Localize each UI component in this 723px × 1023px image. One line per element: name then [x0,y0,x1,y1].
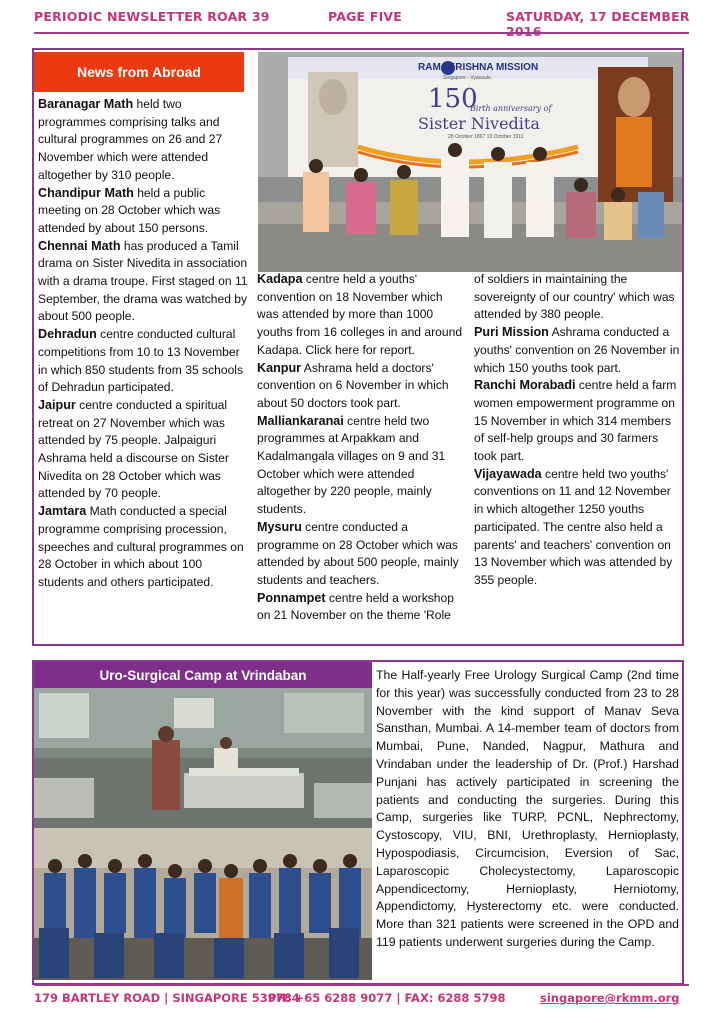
photo-org-name: RAMAKRISHNA MISSION [418,62,539,73]
surgery-room-photo [34,688,372,828]
news-item [257,360,463,413]
news-item [474,324,680,377]
news-column-2 [257,271,463,625]
centre-name: Kanpur [257,360,302,375]
newsletter-title: PERIODIC NEWSLETTER ROAR 39 [34,9,270,24]
centre-name: Kadapa [257,272,303,286]
surgery-room-illustration [34,688,372,828]
news-text: centre held two programmes at Arpakkam and Kadalmangala villages on 9 and 31 October which were attended altogether by 220 people, mainly students. [257,413,446,517]
centre-name: Chandipur Math [38,185,134,200]
centre-name: Ponnampet [257,590,326,605]
news-text: held a public meeting on 28 October which was attended by about 150 persons. [38,185,221,235]
centre-name: Puri Mission [474,325,549,340]
news-item [38,397,250,503]
news-item [257,271,463,360]
centre-name: Chennai Math [38,238,121,253]
news-text: centre conducted cultural competitions from 10 to 13 November in which 850 students from 35 schools of Dehradun participated. [38,327,244,395]
news-text: centre conducted a programme on 28 October which was attended by about 500 people, mainly students and teachers. [257,519,459,587]
footer-rule [34,984,689,986]
news-text: centre conducted a spiritual retreat on 27 November which was attended by 75 people. Jalpaiguri Ashrama held a discourse on Sister Nivedita on 28 October which was attended by 70 people. [38,397,229,501]
news-item [474,377,680,466]
photo-anniv-number: 150 [428,84,478,114]
footer-email-link[interactable]: singapore@rkmm.org [540,991,680,1005]
news-text: centre held a farm women empowerment programme on 15 November in which 314 members of self-help groups and 30 farmers took part. [474,378,677,464]
centre-name: Ranchi Morabadi [474,378,576,393]
news-text: held two programmes comprising talks and cultural programmes on 26 and 27 November which were attended altogether by 310 people. [38,97,223,182]
news-text: of soldiers in maintaining the sovereignty of our country' which was attended by 380 people. [474,272,675,322]
centre-name: Baranagar Math [38,97,134,111]
footer-address: 179 BARTLEY ROAD | SINGAPORE 539784 [34,991,300,1005]
news-item [257,519,463,590]
news-item [257,590,463,625]
news-item [38,185,250,238]
header-rule [34,32,689,34]
news-item [474,466,680,590]
news-text: Ashrama conducted a youths' convention on 26 November in which 150 youths took part. [474,325,680,375]
news-item [474,271,680,324]
news-item [257,413,463,519]
footer-phone: PH: +65 6288 9077 | FAX: 6288 5798 [268,991,506,1005]
news-item [38,238,250,327]
issue-date: SATURDAY, 17 DECEMBER [506,9,690,24]
stage-photo [258,52,682,272]
photo-anniv-text: Birth anniversary of [470,104,552,113]
news-column-1 [38,96,250,592]
photo-anniv-dates: 28 October 1867 13 October 1911 [448,134,524,140]
centre-name: Dehradun [38,327,97,342]
news-item [38,326,250,397]
photo-org-sub: Singapore - Vyasaulu [443,75,491,81]
centre-name: Jaipur [38,397,76,412]
centre-name: Vijayawada [474,466,542,481]
news-text: centre held two youths' conventions on 11 and 12 November in which altogether 1250 youths participated. The centre also held a parents' and teachers' convention on 13 November which was attended by 355 people. [474,466,673,587]
news-text: centre held a youths' convention on 18 November which was attended by more than 1000 youths from 16 colleges in and around Kadapa. Click here for report. [257,272,463,357]
news-text: Ashrama held a doctors' convention on 6 November in which about 50 doctors took part. [257,360,449,410]
news-text: Math conducted a special programme comprising procession, speeches and cultural programmes on 28 October in which about 100 students and others participated. [38,504,244,589]
uro-camp-banner: Uro-Surgical Camp at Vrindaban [34,662,372,688]
centre-name: Jamtara [38,504,87,519]
photo-anniv-name: Sister Nivedita [418,114,540,133]
news-item [38,503,250,592]
centre-name: Mysuru [257,519,302,534]
page-label: PAGE FIVE [328,9,403,24]
centre-name: Malliankaranai [257,413,344,428]
news-text: centre held a workshop on 21 November on the theme 'Role [257,590,454,623]
news-column-3 [474,271,680,590]
uro-camp-body: The Half-yearly Free Urology Surgical Camp (2nd time for this year) was successfully conducted from 23 to 28 November with the kind support of Manav Seva Sansthan, Mumbai. A 14-member team of doctors from Mumbai, Pune, Nanded, Nagpur, Mathura and Vrindaban under the leadership of Dr. (Prof.) Harshad Punjani has actively participated in screening the patients and conducting the surgeries. During this Camp, surgeries like TURP, PCNL, Nephrectomy, Cystoscopy, VIU, BNI, Urethroplasty, Hernioplasty, Hypospodiasis, Circumcision, Eversion of Sac, Laparoscopic Cholecystectomy, Laparoscopic Appendicectomy, Hernioplasty, Herniotomy, Appendictomy, Hysterectomy etc. were conducted. More than 321 patients were screened in the OPD and 119 patients underwent surgeries during the Camp. [376,668,679,949]
news-text: has produced a Tamil drama on Sister Nivedita in association with a drama troupe. First staged on 11 September, the drama was watched by about 500 people. [38,238,248,324]
news-item [38,96,250,185]
team-group-illustration [34,828,372,980]
news-abroad-banner: News from Abroad [34,52,244,92]
team-group-photo [34,828,372,980]
